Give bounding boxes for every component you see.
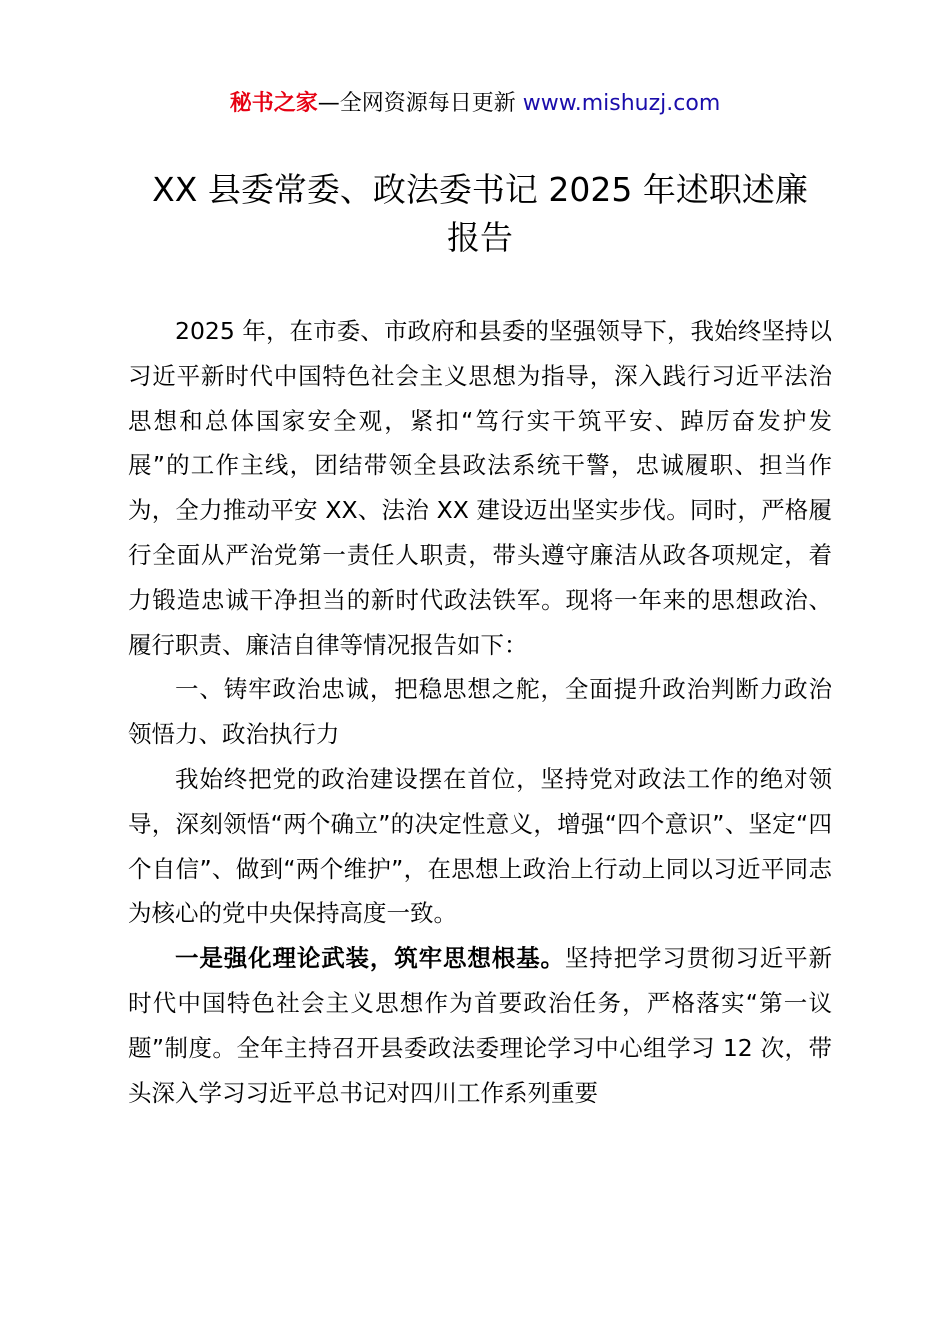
section-heading-1: 一、铸牢政治忠诚，把稳思想之舵，全面提升政治判断力政治领悟力、政治执行力 [128, 675, 832, 749]
title-line-1: XX 县委常委、政法委书记 2025 年述职述廉 [152, 170, 808, 209]
document-title [128, 166, 832, 262]
brand-name: 秘书之家 [229, 91, 318, 116]
paragraph-political-building: 我始终把党的政治建设摆在首位，坚持党对政法工作的绝对领导，深刻领悟“两个确立”的决定性意义，增强“四个意识”、坚定“四个自信”、做到“两个维护”，在思想上政治上行动上同以习近平同志为核心的党中央保持高度一致。 [128, 764, 832, 928]
paragraph-intro: 2025 年，在市委、市政府和县委的坚强领导下，我始终坚持以习近平新时代中国特色社会主义思想为指导，深入践行习近平法治思想和总体国家安全观，紧扣“笃行实干筑平安、踔厉奋发护发展”的工作主线，团结带领全县政法系统干警，忠诚履职、担当作为，全力推动平安 XX、法治 XX 建设迈出坚实步伐。同时，严格履行全面从严治党第一责任人职责，带头遵守廉洁从政各项规定，着力锻造忠诚干净担当的新时代政法铁军。现将一年来的思想政治、履行职责、廉洁自律等情况报告如下： [128, 317, 832, 659]
paragraph-theory-study [128, 936, 832, 1115]
site-header [0, 88, 950, 120]
site-url-link[interactable]: www.mishuzj.com [522, 91, 721, 116]
header-tagline: —全网资源每日更新 [317, 91, 523, 116]
paragraph-lead-bold: 一是强化理论武装，筑牢思想根基。 [175, 944, 565, 973]
paragraph-theory-text: 坚持把学习贯彻习近平新时代中国特色社会主义思想作为首要政治任务，严格落实“第一议题”制度。全年主持召开县委政法委理论学习中心组学习 12 次，带头深入学习习近平总书记对四川工作系列重要 [128, 944, 833, 1107]
title-line-2: 报告 [447, 218, 513, 257]
document-body [128, 309, 832, 1115]
